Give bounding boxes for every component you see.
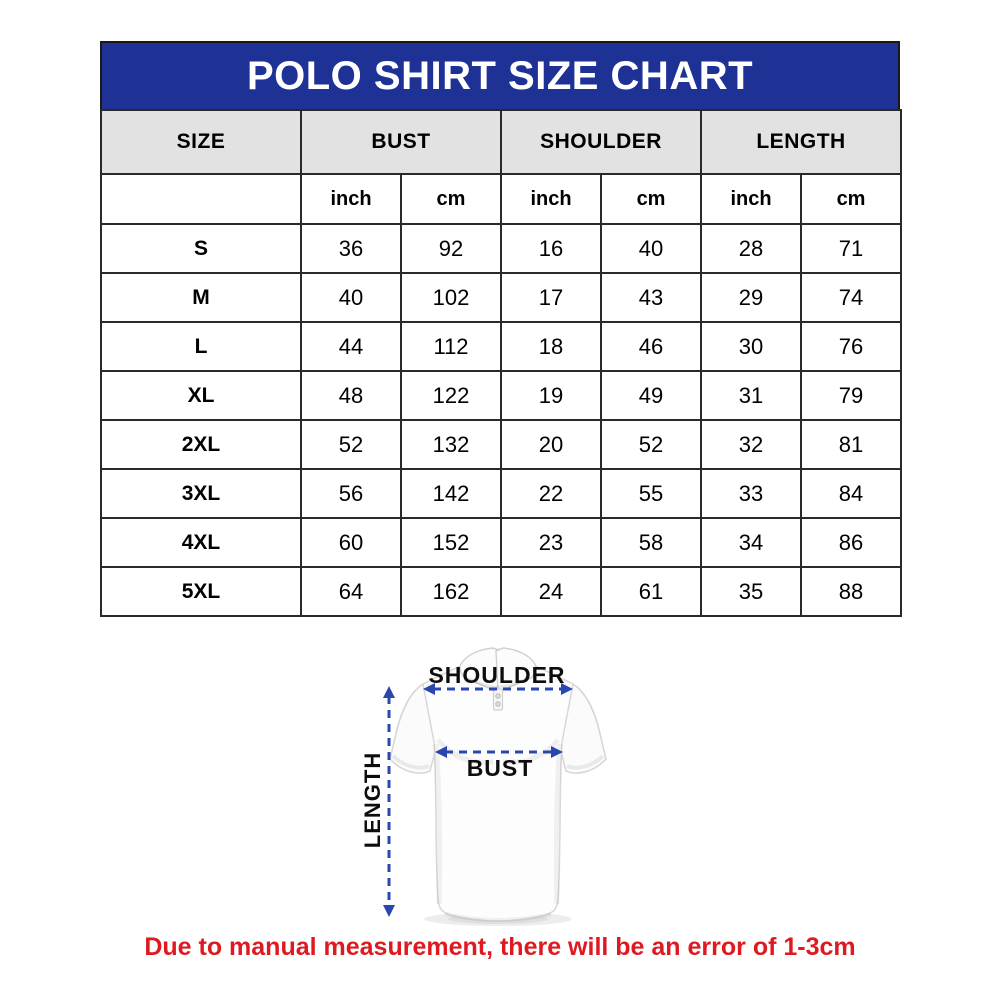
size-label-cell: XL [101,371,301,420]
measurement-cell: 29 [701,273,801,322]
measurement-cell: 44 [301,322,401,371]
measurement-cell: 46 [601,322,701,371]
length-label: LENGTH [360,751,385,849]
measurement-cell: 76 [801,322,901,371]
page-title: POLO SHIRT SIZE CHART [246,53,754,98]
measurement-cell: 23 [501,518,601,567]
size-label-cell: L [101,322,301,371]
measurement-cell: 32 [701,420,801,469]
measurement-cell: 92 [401,224,501,273]
shoulder-label: SHOULDER [428,662,566,688]
measurement-cell: 34 [701,518,801,567]
unit-cell: cm [801,174,901,224]
measurement-cell: 81 [801,420,901,469]
size-chart-block [100,41,900,617]
size-label-cell: 2XL [101,420,301,469]
shirt-button [496,694,500,698]
measurement-cell: 88 [801,567,901,616]
size-label-cell: 5XL [101,567,301,616]
measurement-cell: 55 [601,469,701,518]
measurement-cell: 19 [501,371,601,420]
table-row [101,518,901,567]
measurement-cell: 162 [401,567,501,616]
unit-cell: inch [501,174,601,224]
measurement-cell: 112 [401,322,501,371]
size-label-cell: S [101,224,301,273]
measurement-cell: 40 [601,224,701,273]
size-label-cell: M [101,273,301,322]
table-row [101,567,901,616]
measurement-cell: 33 [701,469,801,518]
measurement-cell: 22 [501,469,601,518]
column-header-shoulder: SHOULDER [501,110,701,174]
unit-header-row [101,174,901,224]
measurement-cell: 16 [501,224,601,273]
size-table [100,109,902,617]
measurement-cell: 84 [801,469,901,518]
table-header-row [101,110,901,174]
size-label-cell: 4XL [101,518,301,567]
column-header-size: SIZE [101,110,301,174]
measurement-cell: 49 [601,371,701,420]
measurement-cell: 17 [501,273,601,322]
measurement-cell: 18 [501,322,601,371]
table-row [101,420,901,469]
measurement-cell: 152 [401,518,501,567]
measurement-cell: 102 [401,273,501,322]
table-row [101,224,901,273]
measurement-cell: 52 [301,420,401,469]
table-row [101,273,901,322]
measurement-cell: 30 [701,322,801,371]
table-row [101,322,901,371]
measurement-cell: 122 [401,371,501,420]
bust-label: BUST [466,755,534,781]
measurement-cell: 40 [301,273,401,322]
unit-cell: inch [701,174,801,224]
column-header-length: LENGTH [701,110,901,174]
measurement-cell: 24 [501,567,601,616]
measurement-cell: 28 [701,224,801,273]
measurement-cell: 58 [601,518,701,567]
measurement-note: Due to manual measurement, there will be an error of 1-3cm [144,933,856,961]
chart-title-bar [100,41,900,109]
measurement-cell: 71 [801,224,901,273]
measurement-cell: 79 [801,371,901,420]
table-row [101,371,901,420]
unit-cell: inch [301,174,401,224]
measurement-cell: 142 [401,469,501,518]
shirt-button [496,702,500,706]
measurement-cell: 132 [401,420,501,469]
measurement-cell: 48 [301,371,401,420]
measurement-cell: 36 [301,224,401,273]
measurement-cell: 35 [701,567,801,616]
measurement-cell: 56 [301,469,401,518]
measurement-cell: 52 [601,420,701,469]
measurement-cell: 43 [601,273,701,322]
table-row [101,469,901,518]
size-label-cell: 3XL [101,469,301,518]
measurement-cell: 64 [301,567,401,616]
measurement-cell: 60 [301,518,401,567]
measurement-cell: 31 [701,371,801,420]
column-header-bust: BUST [301,110,501,174]
measurement-cell: 20 [501,420,601,469]
unit-cell: cm [401,174,501,224]
unit-cell: cm [601,174,701,224]
unit-cell-empty [101,174,301,224]
measurement-cell: 74 [801,273,901,322]
shirt-placket [494,689,503,710]
measurement-cell: 61 [601,567,701,616]
measurement-cell: 86 [801,518,901,567]
